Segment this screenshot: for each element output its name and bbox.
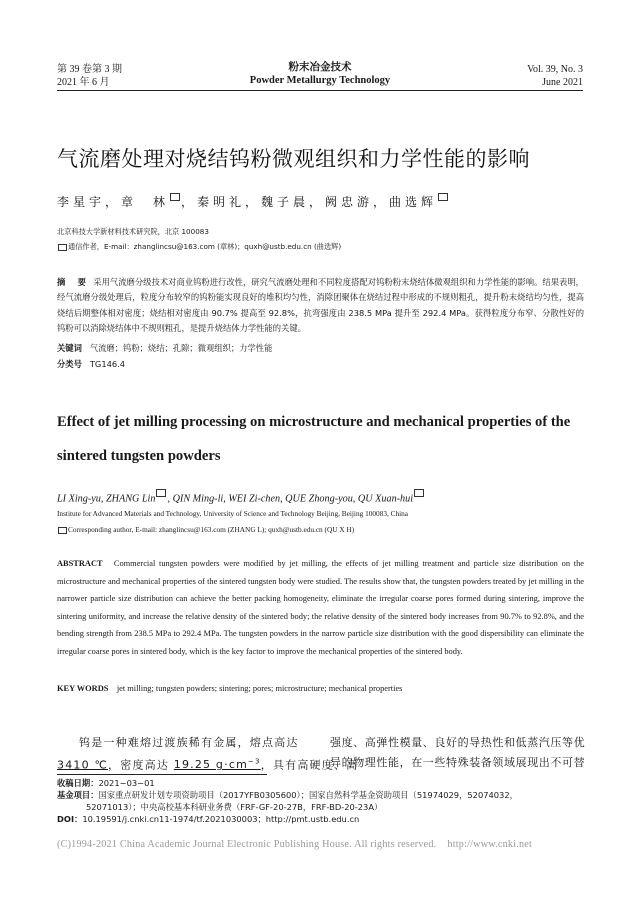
footnotes xyxy=(57,777,587,825)
abstract-en xyxy=(57,555,584,661)
body-left-line2-mid: ，密度高达 xyxy=(108,758,174,772)
footnote-received xyxy=(57,777,587,789)
received-label: 收稿日期： xyxy=(57,778,99,788)
copyright-notice: (C)1994-2021 China Academic Journal Electronic Publishing House. All rights reserved. http://www.cnki.net xyxy=(57,839,533,850)
body-left-column xyxy=(57,733,359,775)
density-unit-sup: −3 xyxy=(247,757,261,766)
journal-name-en: Powder Metallurgy Technology xyxy=(249,75,391,86)
authors-en-part2: , QIN Ming-li, WEI Zi-chen, QUE Zhong-you, QU Xuan-hui xyxy=(167,493,414,505)
body-left-line2-end: ，具有高硬度、高 xyxy=(260,758,359,772)
header-date-en: June 2021 xyxy=(542,77,583,88)
header-issue xyxy=(57,63,122,89)
fund-line1: 国家重点研发计划专项资助项目（2017YFB0305600）；国家自然科学基金资助项目（51974029，52074032， xyxy=(98,790,518,800)
header-volume-en: Vol. 39, No. 3 xyxy=(527,64,583,75)
abstract-en-label: ABSTRACT xyxy=(57,559,103,568)
classification-cn-text: TG146.4 xyxy=(89,359,126,369)
density-value-text: 19.25 g·cm xyxy=(173,758,248,772)
mail-icon xyxy=(156,489,166,497)
body-left-line2 xyxy=(57,753,359,775)
authors-cn xyxy=(57,193,449,210)
keywords-cn-label: 关键词 xyxy=(57,343,82,353)
body-right-line2: 异的物理性能，在一些特殊装备领域展现出不可替 xyxy=(330,755,586,769)
fund-label: 基金项目： xyxy=(57,790,99,800)
received-date: 2021−03−01 xyxy=(98,778,155,788)
mail-icon xyxy=(438,193,448,201)
header-date: 2021 年 6 月 xyxy=(57,77,110,88)
title-en: Effect of jet milling processing on microstructure and mechanical properties of the sintered tungsten powders xyxy=(57,414,571,464)
abstract-cn-label: 摘 要 xyxy=(57,277,88,287)
footnote-fund-cont: 52071013）；中央高校基本科研业务费（FRF-GF-20-27B，FRF-BD-20-23A） xyxy=(86,802,383,812)
corresponding-cn xyxy=(57,241,341,253)
journal-name-cn: 粉末冶金技术 xyxy=(288,62,352,73)
corresponding-en-text: Corresponding author, E-mail: zhanglincsu@163.com (ZHANG L); quxh@ustb.edu.cn (QU X H) xyxy=(68,525,355,534)
corresponding-en xyxy=(57,523,354,536)
header-volume: 第 39 卷第 3 期 xyxy=(57,64,122,75)
affiliation-en: Institute for Advanced Materials and Technology, University of Science and Technology Beijing, Beijing 100083, China xyxy=(57,509,409,518)
mail-icon xyxy=(58,244,67,251)
authors-en xyxy=(57,489,425,504)
footnote-doi xyxy=(57,813,587,825)
authors-cn-part2: ，秦明礼，魏子晨，阙忠游，曲选辉 xyxy=(181,195,438,209)
doi-label: DOI： xyxy=(57,814,83,824)
abstract-en-text: Commercial tungsten powders were modified by jet milling, the effects of jet milling treatment and particle size distribution on the microstructure and mechanical properties of the sintered tungsten body were studied. The results show that, the tungsten powders treated by jet milling in the narrower particle size distribution can achieve the better packing homogeneity, eliminate the irregular coarse pores formed during sintering, improve the sintering uniformity, and increase the relative density of the sintered body; the relative density of the sintered body increases from 90.7% to 92.8%, and the bending strength from 238.5 MPa to 292.4 MPa. The tungsten powders in the narrow particle size distribution with the good dispersibility can eliminate the irregular coarse pores in sintered body, which is the key factor to improve the mechanical properties of the sintered body. xyxy=(57,559,584,656)
keywords-cn xyxy=(57,341,584,356)
body-right-column xyxy=(330,733,585,772)
authors-cn-part1: 李星宇，章 林 xyxy=(57,195,170,209)
body-left-line1: 钨是一种难熔过渡族稀有金属，熔点高达 xyxy=(79,736,299,749)
footnote-rule xyxy=(57,774,267,775)
footnote-fund xyxy=(57,789,587,801)
melting-point: 3410 ℃ xyxy=(57,758,109,772)
mail-icon xyxy=(170,193,180,201)
body-right-line1: 强度、高弹性模量、良好的导热性和低蒸汽压等优 xyxy=(330,736,586,749)
keywords-en-label: KEY WORDS xyxy=(57,684,109,693)
keywords-cn-text: 气流磨；钨粉；烧结；孔隙；微观组织；力学性能 xyxy=(89,343,273,353)
affiliation-cn: 北京科技大学新材料技术研究院，北京 100083 xyxy=(57,227,209,236)
mail-icon xyxy=(58,527,67,534)
doi-text: 10.19591/j.cnki.cn11-1974/tf.2021030003；http://pmt.ustb.edu.cn xyxy=(82,814,360,824)
abstract-cn xyxy=(57,275,584,336)
classification-cn-label: 分类号 xyxy=(57,359,82,369)
header-rule xyxy=(57,90,583,91)
header-journal xyxy=(220,61,420,87)
authors-en-part1: LI Xing-yu, ZHANG Lin xyxy=(57,493,156,505)
density-value xyxy=(174,758,261,771)
abstract-cn-text: 采用气流磨分级技术对商业钨粉进行改性，研究气流磨处理和不同粒度搭配对钨粉粉末烧结体微观组织和力学性能的影响。结果表明，经气流磨分级处理后，粒度分布较窄的钨粉能实现良好的堆积均匀性，消除团聚体在烧结过程中形成的不规则粗孔，提升粉末烧结均匀性，提高烧结后期整体相对密度；烧结相对密度由 90.7% 提高至 92.8%，抗弯强度由 238.5 MPa 提升至 292.4 MPa。获得粒度分布窄、分散性好的钨粉可以消除烧结体中不规则粗孔，是提升烧结体力学性能的关键。 xyxy=(57,277,584,333)
mail-icon xyxy=(414,489,424,497)
keywords-en-text: jet milling; tungsten powders; sintering; pores; microstructure; mechanical properties xyxy=(116,684,403,693)
title-cn: 气流磨处理对烧结钨粉微观组织和力学性能的影响 xyxy=(57,147,530,171)
corresponding-cn-text: 通信作者，E-mail：zhanglincsu@163.com (章林)；quxh@ustb.edu.cn (曲选辉) xyxy=(68,242,342,251)
keywords-en xyxy=(57,682,584,696)
classification-cn xyxy=(57,357,584,372)
header-issue-en xyxy=(527,63,583,89)
